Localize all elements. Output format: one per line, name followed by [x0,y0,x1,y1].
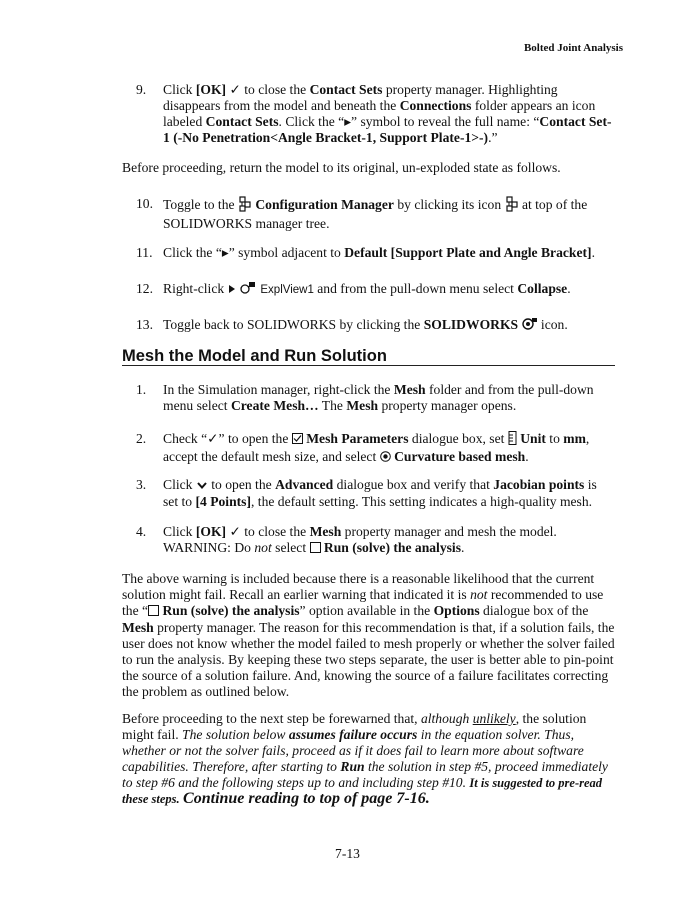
text-run: Curvature based mesh [394,449,526,464]
checked-box-icon [292,432,303,448]
text-run: Check “✓” to open the [163,431,292,447]
solidworks-icon [522,317,538,335]
text-run: icon. [537,317,568,333]
text-run: Mesh [309,524,342,539]
text-run: [OK] [195,82,227,97]
text-run: folder and from the pull-down menu select [163,382,594,413]
mesh-step-4 [136,524,615,557]
text-run: dialogue box, set [408,431,508,447]
running-header: Bolted Joint Analysis [523,42,623,54]
step-text [163,82,615,146]
text-run: the solution in step #5, proceed immediately to step #6 and the following steps up to and including step #10. [122,759,608,790]
step-number: 2. [136,431,147,446]
section-heading: Mesh the Model and Run Solution [122,348,615,366]
text-run: not [254,540,272,555]
step-number: 3. [136,477,147,492]
text-run: Right-click [163,281,228,297]
step-text [163,477,615,510]
chevron-down-icon [196,478,208,494]
text-run: Click the “▸” symbol adjacent to [163,245,345,260]
text-run: .” [488,130,498,145]
text-run: , the solution might fail. [122,711,587,742]
text-run: Contact Set-1 (-No Penetration<Angle Bracket-1, Support Plate-1>-) [163,114,612,145]
text-run: to open the [207,477,276,492]
text-run: SOLIDWORKS [423,317,519,333]
text-run: . [525,449,529,464]
text-run: property manager. Highlighting disappears from the model and beneath the [163,82,558,113]
text-run: Before proceeding to the next step be forewarned that, [122,711,421,726]
step-9 [136,82,615,146]
configuration-manager-icon [238,196,252,216]
text-run: [4 Points] [195,493,251,509]
text-run: Jacobian points [493,477,585,492]
text-run: Options [433,603,480,618]
text-run: unlikely [472,711,516,726]
text-run: Collapse [517,281,568,297]
text-run: Toggle to the [163,197,238,213]
text-run: Click [163,477,196,492]
mesh-step-3 [136,477,615,510]
step-text [163,382,615,414]
step-11 [136,245,615,261]
step-10 [136,196,615,232]
text-run: Continue reading to top of page 7-16. [183,790,430,807]
text-run: . [591,245,595,260]
explview-label: ExplView1 [260,284,314,297]
step-number: 9. [136,82,147,97]
text-run: The solution below [182,727,289,742]
radio-selected-icon [380,450,391,466]
text-run: property manager. The reason for this recommendation is that, if a solution fails, the user does not know whether the model failed to mesh properly or whether the solver failed to run the analysis. By keeping these two steps separate, the user is better able to pin-point the source of a solution failure. And, knowing the source of a failure facilitates correcting the problem as outlined below. [122,619,615,699]
text-run: . [567,281,571,297]
text-run: is set to [163,477,597,509]
step-number: 13. [136,317,153,332]
text-run: not [470,587,488,602]
text-run: Configuration Manager [255,197,394,213]
step-text [163,317,615,335]
text-run: Contact Sets [205,114,279,129]
text-run: Connections [399,98,472,113]
text-run: property manager opens. [378,398,517,413]
text-run: and from the pull-down menu select [313,281,518,297]
text-run: It is suggested to pre-read these steps. [122,776,603,806]
text-run: Mesh Parameters [306,431,409,447]
text-run: [OK] [195,524,227,539]
text-run: The [318,398,347,413]
text-run: Toggle back to SOLIDWORKS by clicking the [163,317,424,333]
text-run: WARNING: Do [163,540,255,555]
step-text [163,524,615,557]
text-run: Advanced [275,477,334,492]
text-run: , accept the default mesh size, and select [163,431,590,464]
step-12 [136,281,615,299]
paragraph-forewarning [122,711,615,807]
expand-arrow-icon [228,282,236,298]
text-run: property manager and mesh the model. [341,524,557,539]
text-run: ✓ to close the [226,82,310,97]
text-run: dialogue box of the [479,603,589,618]
text-run: dialogue box and verify that [333,477,494,492]
text-run: Default [Support Plate and Angle Bracket] [344,245,592,260]
step-text [163,196,615,232]
text-run: In the Simulation manager, right-click the [163,382,394,397]
text-run: . Click the “▸” symbol to reveal the full name: “ [278,114,540,129]
step-text [163,431,615,466]
text-run: at top of the SOLIDWORKS manager tree. [163,197,588,231]
text-run: Run [340,759,365,774]
text-run: to [545,431,564,447]
unchecked-box-icon [148,604,159,620]
text-run: . [461,540,465,555]
step-number: 4. [136,524,147,539]
text-run: ✓ to close the [226,524,310,539]
paragraph-warning-explanation [122,571,615,700]
text-run: Mesh [346,398,379,413]
step-13 [136,317,615,335]
configuration-manager-icon [505,196,519,216]
text-run: Contact Sets [309,82,383,97]
text-run: Mesh [393,382,426,397]
text-run: Run (solve) the analysis [323,540,461,555]
unit-icon [508,431,517,449]
text-run: ” option available in the [299,603,434,618]
step-text [163,281,615,299]
text-run: although [420,711,473,726]
text-run: in the equation solver. Thus, whether or not the solver fails, proceed as if it does fail to learn more about software capabilities. Therefore, after starting to [122,727,584,774]
step-number: 11. [136,245,153,260]
step-text [163,245,615,261]
text-run: Unit [520,431,546,447]
step-number: 12. [136,281,153,296]
mesh-step-1 [136,382,615,414]
unchecked-box-icon [310,541,321,557]
text-run: by clicking its icon [393,197,505,213]
text-run: Run (solve) the analysis [162,603,300,618]
page-number: 7-13 [335,846,360,861]
text-run: Click [163,524,196,539]
exploded-view-icon [239,281,257,299]
text-run: folder appears an icon labeled [163,98,596,129]
step-number: 1. [136,382,147,397]
text-run: , the default setting. This setting indicates a high-quality mesh. [251,493,593,509]
text-run: mm [563,431,586,447]
text-run: The above warning is included because there is a reasonable likelihood that the current solution might fail. Recall an earlier warning that indicated it is [122,571,595,602]
text-run: recommended to use the “ [122,587,604,618]
text-run: assumes failure occurs [288,727,418,742]
step-number: 10. [136,196,153,211]
mesh-step-2 [136,431,615,466]
text-run: select [271,540,310,555]
paragraph-return-model: Before proceeding, return the model to its original, un-exploded state as follows. [122,160,561,175]
text-run: Click [163,82,196,97]
text-run: Mesh [122,619,154,635]
text-run: Create Mesh… [230,398,319,413]
